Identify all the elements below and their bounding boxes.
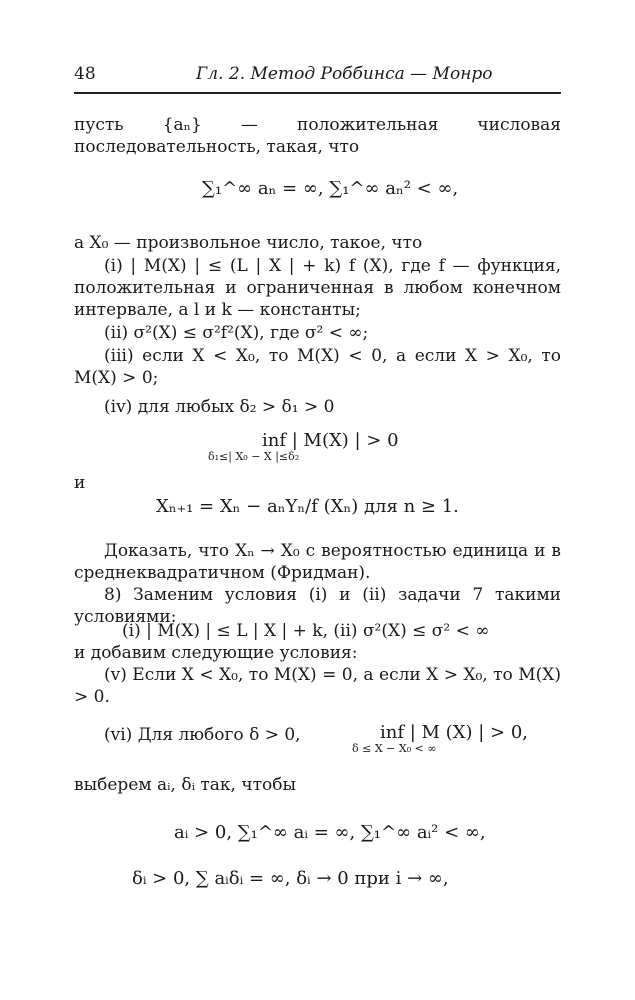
page-number: 48: [74, 64, 96, 84]
condition-iv: (iv) для любых δ₂ > δ₁ > 0: [104, 397, 335, 417]
running-title: Гл. 2. Метод Роббинса — Монро: [196, 64, 493, 84]
add-conditions-line: и добавим следующие условия:: [74, 643, 358, 663]
choose-line: выберем aᵢ, δᵢ так, чтобы: [74, 775, 297, 795]
condition-vi-subscript: δ ≤ X − X₀ < ∞: [352, 742, 437, 755]
formula-series: ∑₁^∞ aₙ = ∞, ∑₁^∞ aₙ² < ∞,: [202, 178, 459, 199]
condition-vi-lead: (vi) Для любого δ > 0,: [104, 725, 301, 745]
formula-delta: δᵢ > 0, ∑ aᵢδᵢ = ∞, δᵢ → 0 при i → ∞,: [132, 868, 449, 889]
header-rule: [74, 92, 561, 94]
x0-line: а X₀ — произвольное число, такое, что: [74, 233, 423, 253]
condition-i: (i) | M(X) | ≤ (L | X | + k) f (X), где f — функция, положительная и ограниченная в любом конечном интервале, а l и k — константы;: [74, 256, 561, 320]
formula-ai: aᵢ > 0, ∑₁^∞ aᵢ = ∞, ∑₁^∞ aᵢ² < ∞,: [174, 822, 486, 843]
condition-vi-inf: inf | M (X) | > 0,: [380, 722, 529, 743]
prove-paragraph: Доказать, что Xₙ → X₀ с вероятностью единица и в среднеквадратичном (Фридман).: [74, 541, 561, 583]
and-word: и: [74, 473, 86, 493]
condition-i-new: (i) | M(X) | ≤ L | X | + k, (ii) σ²(X) ≤ σ² < ∞: [122, 621, 490, 641]
condition-ii: (ii) σ²(X) ≤ σ²f²(X), где σ² < ∞;: [104, 323, 369, 343]
inf-expression: inf | M(X) | > 0: [262, 430, 399, 451]
intro-paragraph: пусть {aₙ} — положительная числовая последовательность, такая, что: [74, 115, 561, 157]
condition-iii: (iii) если X < X₀, то M(X) < 0, а если X > X₀, то M(X) > 0;: [74, 346, 561, 388]
problem-8: 8) Заменим условия (i) и (ii) задачи 7 такими условиями:: [74, 585, 561, 627]
condition-v: (v) Если X < X₀, то M(X) = 0, а если X > X₀, то M(X) > 0.: [74, 665, 561, 707]
inf-subscript-iv: δ₁≤| X₀ − X |≤δ₂: [208, 450, 300, 463]
recurrence-formula: Xₙ₊₁ = Xₙ − aₙYₙ/f (Xₙ) для n ≥ 1.: [156, 496, 459, 517]
